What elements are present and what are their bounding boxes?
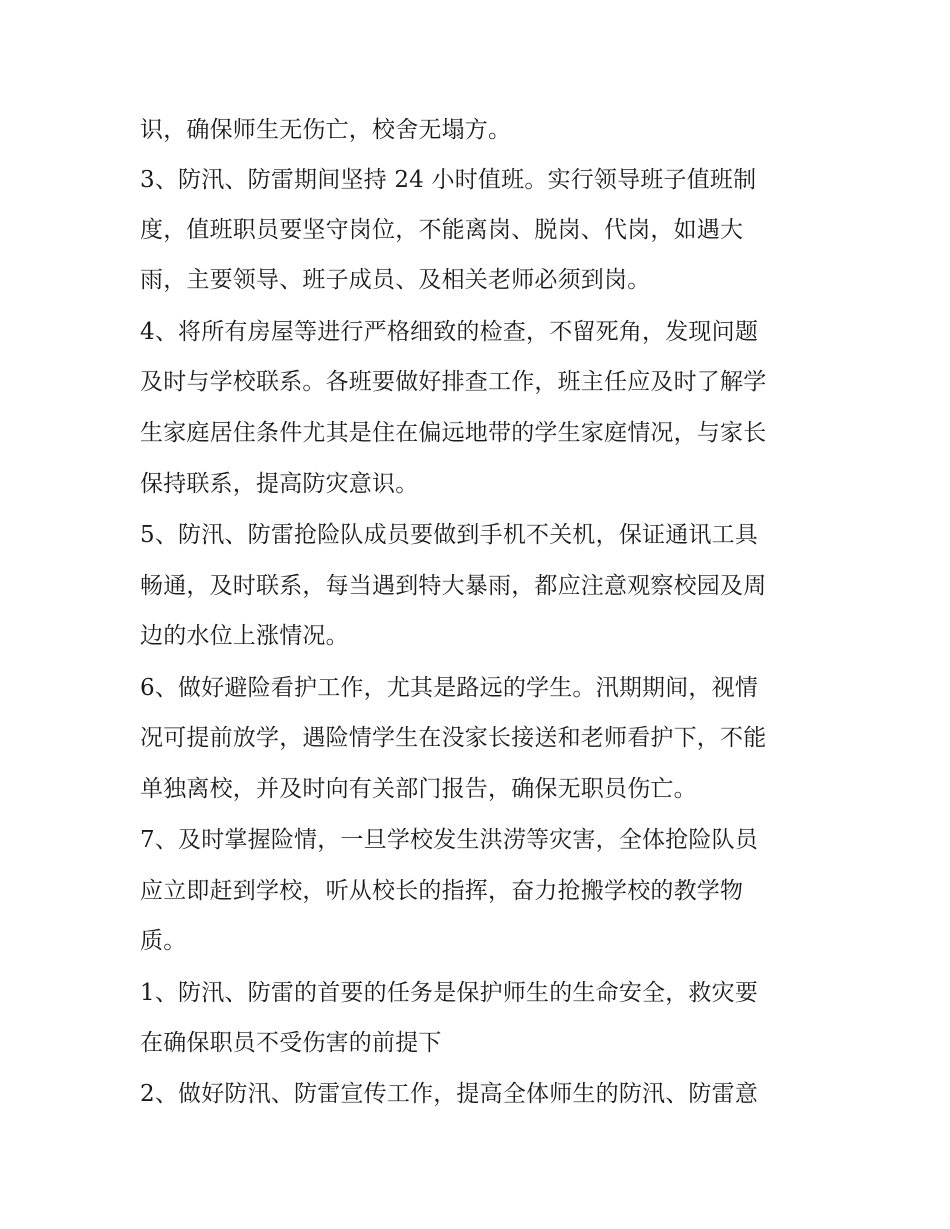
text-line: 2、做好防汛、防雷宣传工作，提高全体师生的防汛、防雷意: [140, 1081, 759, 1107]
text-line: 5、防汛、防雷抢险队成员要做到手机不关机，保证通讯工具: [140, 522, 759, 548]
text-line: 6、做好避险看护工作，尤其是路远的学生。汛期期间，视情: [140, 675, 759, 701]
text-line: 畅通，及时联系，每当遇到特大暴雨，都应注意观察校园及周: [140, 573, 767, 599]
text-line: 保持联系，提高防灾意识。: [140, 471, 419, 497]
text-line: 7、及时掌握险情，一旦学校发生洪涝等灾害，全体抢险队员: [140, 827, 759, 853]
text-line: 1、防汛、防雷的首要的任务是保护师生的生命安全，救灾要: [140, 980, 759, 1006]
text-line: 质。: [140, 928, 187, 954]
text-line: 雨，主要领导、班子成员、及相关老师必须到岗。: [140, 267, 651, 293]
text-line: 生家庭居住条件尤其是住在偏远地带的学生家庭情况，与家长: [140, 420, 767, 446]
text-line: 度，值班职员要坚守岗位，不能离岗、脱岗、代岗，如遇大: [140, 217, 744, 243]
text-line: 应立即赶到学校，听从校长的指挥，奋力抢搬学校的教学物: [140, 878, 744, 904]
text-line: 边的水位上涨情况。: [140, 623, 349, 649]
text-line: 4、将所有房屋等进行严格细致的检查，不留死角，发现问题: [140, 319, 759, 345]
text-line: 及时与学校联系。各班要做好排查工作，班主任应及时了解学: [140, 369, 767, 395]
text-line: 单独离校，并及时向有关部门报告，确保无职员伤亡。: [140, 776, 697, 802]
text-line: 在确保职员不受伤害的前提下: [140, 1030, 442, 1056]
text-line: 况可提前放学，遇险情学生在没家长接送和老师看护下，不能: [140, 725, 767, 751]
text-line: 3、防汛、防雷期间坚持 24 小时值班。实行领导班子值班制: [140, 167, 757, 193]
text-line: 识，确保师生无伤亡，校舍无塌方。: [140, 117, 512, 143]
